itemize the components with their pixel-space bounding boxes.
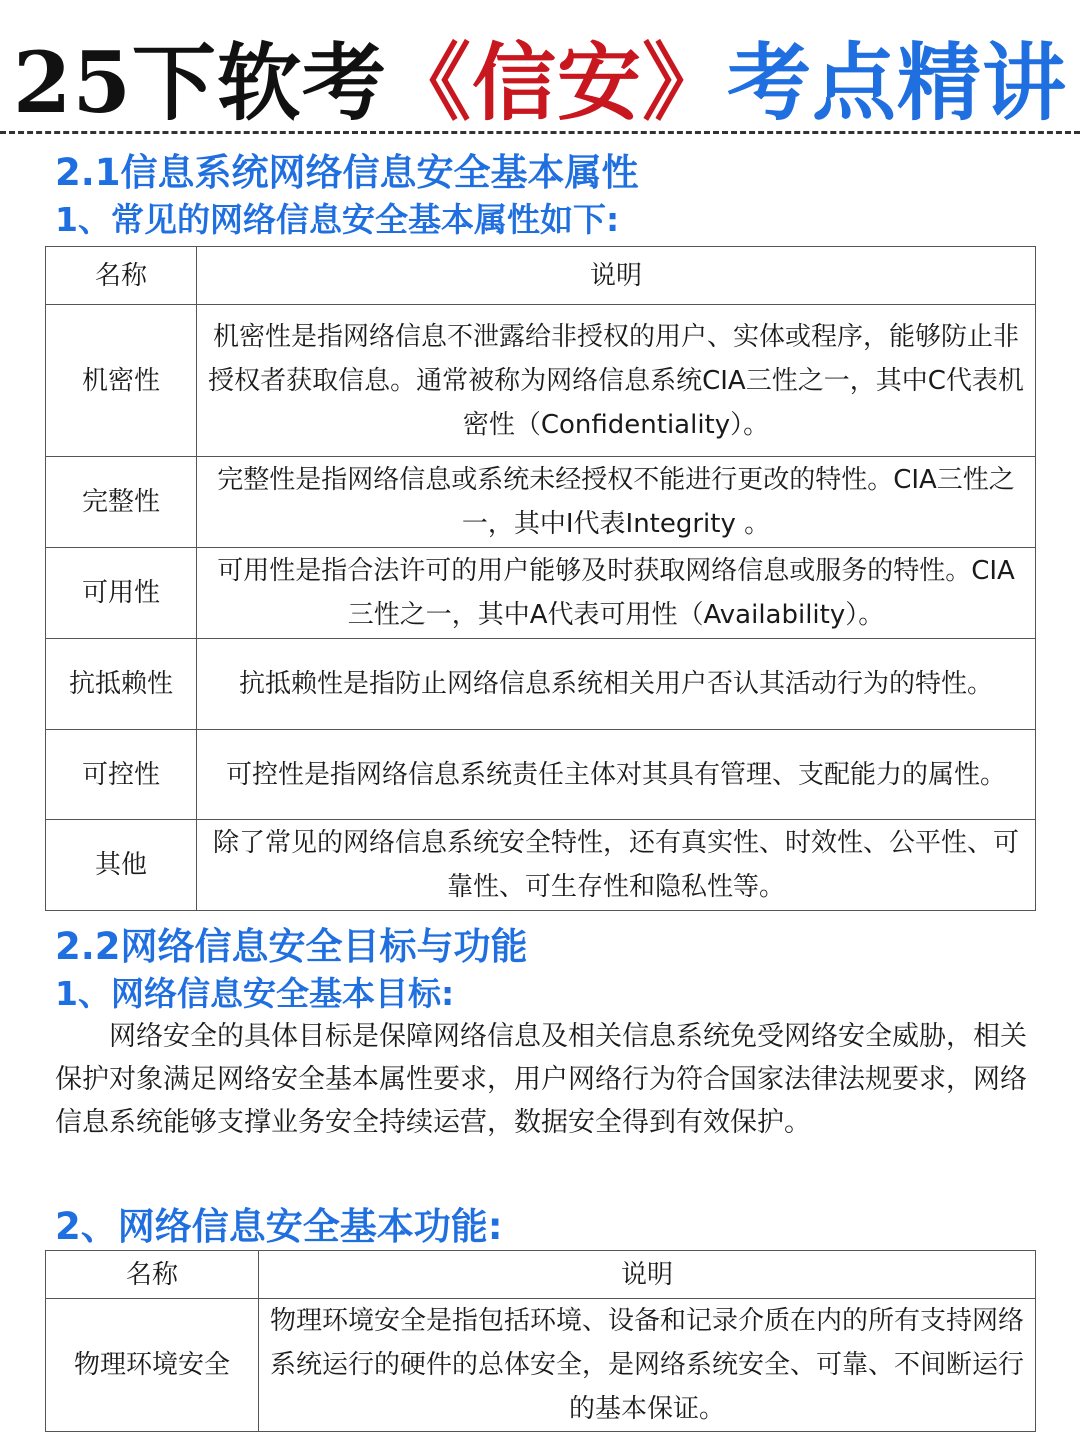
row-desc: 除了常见的网络信息系统安全特性，还有真实性、时效性、公平性、可靠性、可生存性和隐私性等。 <box>197 820 1036 911</box>
header-name: 名称 <box>46 1251 259 1299</box>
goal-paragraph: 网络安全的具体目标是保障网络信息及相关信息系统免受网络安全威胁，相关保护对象满足网络安全基本属性要求，用户网络行为符合国家法律法规要求，网络信息系统能够支撑业务安全持续运营，数据安全得到有效保护。 <box>55 1021 1027 1138</box>
row-name: 可用性 <box>46 548 197 639</box>
table-row <box>46 730 1036 820</box>
table-row <box>46 639 1036 730</box>
row-desc: 完整性是指网络信息或系统未经授权不能进行更改的特性。CIA三性之一，其中I代表Integrity 。 <box>197 457 1036 548</box>
row-desc: 机密性是指网络信息不泄露给非授权的用户、实体或程序，能够防止非授权者获取信息。通常被称为网络信息系统CIA三性之一，其中C代表机密性（Confidentiality）。 <box>197 305 1036 457</box>
title-divider <box>0 131 1080 134</box>
table-row <box>46 305 1036 457</box>
section-2-1-subheading: 1、常见的网络信息安全基本属性如下: <box>55 200 620 239</box>
header-desc: 说明 <box>259 1251 1036 1299</box>
title-part-topic: 考点精讲 <box>726 32 1067 132</box>
row-name: 可控性 <box>46 730 197 820</box>
functions-table <box>45 1250 1036 1432</box>
page-title <box>0 20 1080 132</box>
row-desc: 抗抵赖性是指防止网络信息系统相关用户否认其活动行为的特性。 <box>197 639 1036 730</box>
properties-table <box>45 246 1036 911</box>
section-2-2-function-heading: 2、网络信息安全基本功能: <box>55 1205 503 1248</box>
section-2-2-goal-heading: 1、网络信息安全基本目标: <box>55 974 455 1013</box>
row-name: 完整性 <box>46 457 197 548</box>
title-part-subject: 《信安》 <box>386 32 727 132</box>
row-desc: 物理环境安全是指包括环境、设备和记录介质在内的所有支持网络系统运行的硬件的总体安全，是网络系统安全、可靠、不间断运行的基本保证。 <box>259 1299 1036 1432</box>
table-header-row <box>46 247 1036 305</box>
row-name: 抗抵赖性 <box>46 639 197 730</box>
row-desc: 可控性是指网络信息系统责任主体对其具有管理、支配能力的属性。 <box>197 730 1036 820</box>
table-header-row <box>46 1251 1036 1299</box>
row-name: 物理环境安全 <box>46 1299 259 1432</box>
table-row <box>46 820 1036 911</box>
table-row <box>46 457 1036 548</box>
header-name: 名称 <box>46 247 197 305</box>
header-desc: 说明 <box>197 247 1036 305</box>
table-row <box>46 1299 1036 1432</box>
title-part-exam: 25下软考 <box>13 32 387 132</box>
table-row <box>46 548 1036 639</box>
section-2-2-heading: 2.2网络信息安全目标与功能 <box>55 925 528 968</box>
section-2-1-heading: 2.1信息系统网络信息安全基本属性 <box>55 151 639 194</box>
row-name: 机密性 <box>46 305 197 457</box>
row-desc: 可用性是指合法许可的用户能够及时获取网络信息或服务的特性。CIA三性之一，其中A代表可用性（Availability）。 <box>197 548 1036 639</box>
row-name: 其他 <box>46 820 197 911</box>
